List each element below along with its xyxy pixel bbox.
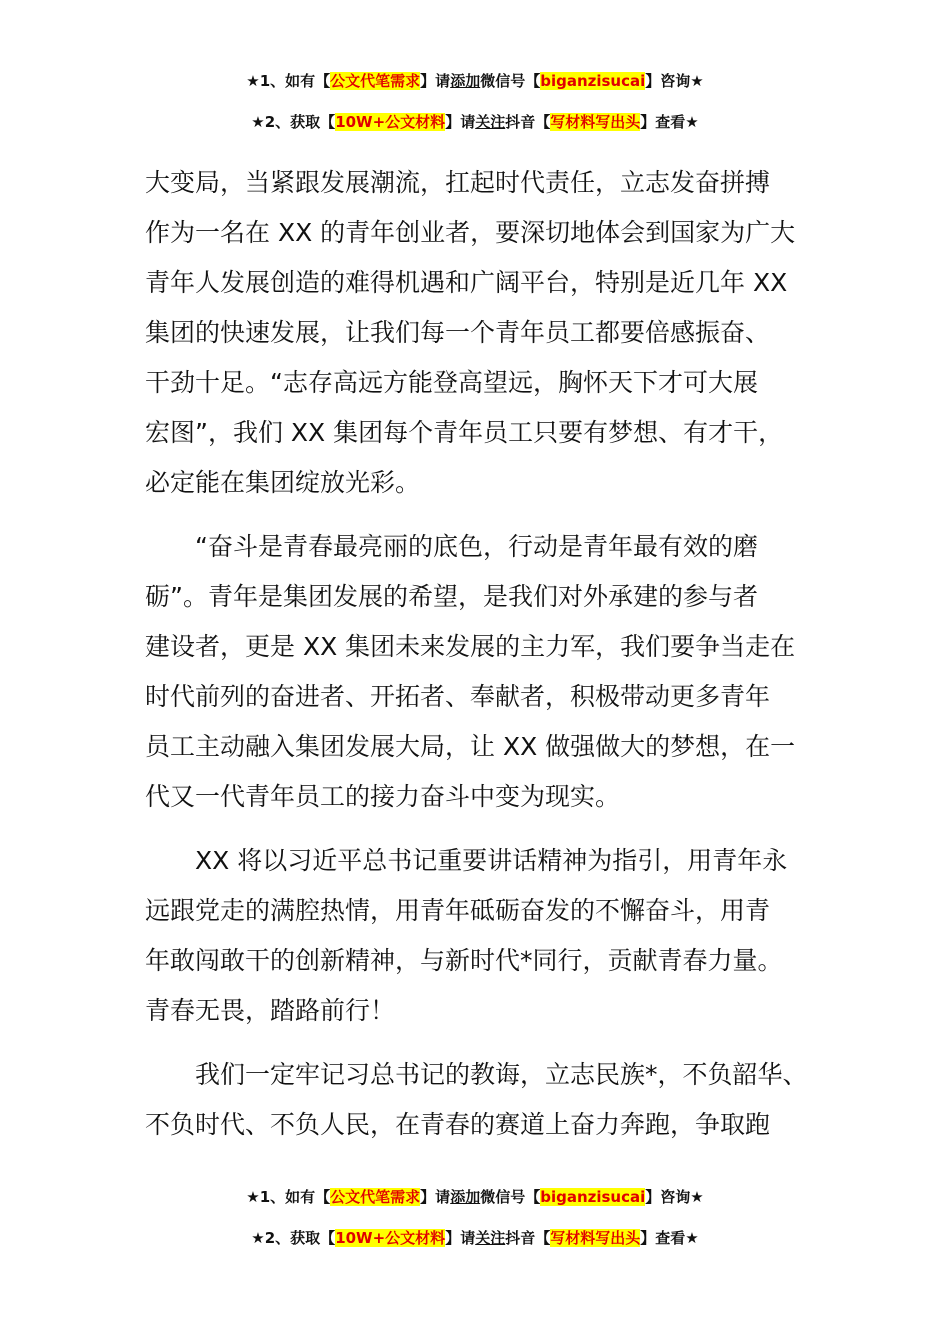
promo-text: ★1、如有【 [246, 72, 331, 90]
promo-highlight: 写材料写出头 [550, 1229, 641, 1247]
body-text [145, 158, 825, 1150]
promo-highlight: biganzisucai [540, 72, 646, 90]
text-line: 代又一代青年员工的接力奋斗中变为现实。 [145, 782, 621, 811]
promo-text: 】咨询★ [645, 1188, 704, 1206]
text-line: 作为一名在 XX 的青年创业者，要深切地体会到国家为广大 [145, 218, 796, 247]
text-line: 宏图”，我们 XX 集团每个青年员工只要有梦想、有才干， [145, 418, 784, 447]
promo-text: 抖音【 [505, 1229, 551, 1247]
promo-text: 抖音【 [505, 113, 551, 131]
text-line: 青年人发展创造的难得机遇和广阔平台，特别是近几年 XX [145, 268, 788, 297]
paragraph-gap [145, 508, 825, 522]
promo-highlight: biganzisucai [540, 1188, 646, 1206]
promo-underline: 添加 [450, 72, 481, 90]
header-promo-line-2 [0, 111, 950, 133]
promo-underline: 添加 [450, 1188, 481, 1206]
paragraph-gap [145, 822, 825, 836]
footer-promo-line-1 [0, 1186, 950, 1208]
promo-text: 】请 [420, 1188, 451, 1206]
promo-text: 】查看★ [640, 113, 699, 131]
text-line: 时代前列的奋进者、开拓者、奉献者，积极带动更多青年 [145, 682, 771, 711]
text-line: 大变局，当紧跟发展潮流，扛起时代责任，立志发奋拼搏 [145, 168, 771, 197]
text-line: 我们一定牢记习总书记的教诲，立志民族*，不负韶华、 [145, 1060, 808, 1089]
paragraph-gap [145, 1036, 825, 1050]
text-line: XX 将以习近平总书记重要讲话精神为指引，用青年永 [145, 846, 788, 875]
paragraph [145, 522, 825, 822]
text-line: 青春无畏，踏路前行！ [145, 996, 396, 1025]
paragraph [145, 836, 825, 1036]
promo-highlight: 10W+公文材料 [335, 1229, 446, 1247]
text-line: 建设者，更是 XX 集团未来发展的主力军，我们要争当走在 [145, 632, 796, 661]
promo-underline: 关注 [475, 1229, 506, 1247]
promo-underline: 关注 [475, 113, 506, 131]
text-line: 员工主动融入集团发展大局，让 XX 做强做大的梦想，在一 [145, 732, 796, 761]
promo-highlight: 写材料写出头 [550, 113, 641, 131]
text-line: 远跟党走的满腔热情，用青年砥砺奋发的不懈奋斗，用青 [145, 896, 771, 925]
promo-text: ★1、如有【 [246, 1188, 331, 1206]
promo-text: 】请 [420, 72, 451, 90]
text-line: 不负时代、不负人民，在青春的赛道上奋力奔跑，争取跑 [145, 1110, 771, 1139]
promo-text: 】咨询★ [645, 72, 704, 90]
paragraph [145, 1050, 825, 1150]
text-line: 年敢闯敢干的创新精神，与新时代*同行，贡献青春力量。 [145, 946, 783, 975]
promo-highlight: 10W+公文材料 [335, 113, 446, 131]
text-line: 干劲十足。“志存高远方能登高望远，胸怀天下才可大展 [145, 368, 758, 397]
text-line: “奋斗是青春最亮丽的底色，行动是青年最有效的磨 [145, 532, 758, 561]
text-line: 必定能在集团绽放光彩。 [145, 468, 421, 497]
promo-text: 】请 [445, 1229, 476, 1247]
promo-text: 微信号【 [480, 72, 541, 90]
promo-text: ★2、获取【 [251, 1229, 336, 1247]
promo-text: ★2、获取【 [251, 113, 336, 131]
paragraph [145, 158, 825, 508]
promo-text: 微信号【 [480, 1188, 541, 1206]
promo-highlight: 公文代笔需求 [330, 72, 421, 90]
text-line: 集团的快速发展，让我们每一个青年员工都要倍感振奋、 [145, 318, 771, 347]
text-line: 砺”。青年是集团发展的希望，是我们对外承建的参与者 [145, 582, 758, 611]
promo-highlight: 公文代笔需求 [330, 1188, 421, 1206]
promo-text: 】请 [445, 113, 476, 131]
promo-text: 】查看★ [640, 1229, 699, 1247]
footer-promo-line-2 [0, 1227, 950, 1249]
header-promo-line-1 [0, 70, 950, 92]
